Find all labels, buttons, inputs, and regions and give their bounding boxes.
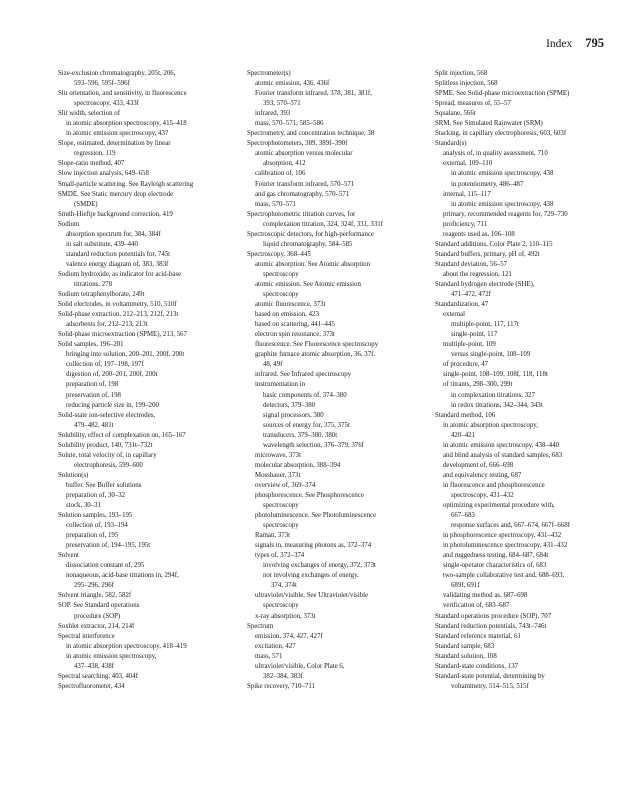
index-subentry: emission, 374, 427, 427f: [255, 632, 323, 640]
index-subentry: based on emission, 423: [255, 311, 319, 319]
index-entry: Smith-Hieftje background correction, 419: [58, 210, 173, 218]
index-subentry: photoluminescence. See Photoluminescence: [255, 512, 377, 520]
index-subentry: not involving exchanges of energy,: [263, 572, 359, 580]
index-subentry: 689f, 691f: [451, 582, 480, 590]
index-subentry: atomic absorption versus molecular: [255, 150, 353, 158]
index-subentry: collection of, 193–194: [66, 522, 128, 530]
index-entry: Soxhlet extractor, 214, 214f: [58, 622, 135, 630]
index-subentry: preparation of, 198: [66, 381, 119, 389]
index-subentry: types of, 372–374: [255, 552, 305, 560]
index-subentry: reducing particle size in, 199–200: [66, 401, 159, 409]
index-entry: Solution(s): [58, 471, 89, 479]
index-subentry: stock, 30–31: [66, 502, 101, 510]
index-entry: Sodium: [58, 220, 80, 228]
index-subentry: atomic absorption. See Atomic absorption: [255, 260, 370, 268]
index-subentry: 420–421: [451, 431, 475, 439]
index-subentry: internal, 115–117: [443, 190, 491, 198]
index-subentry: in photoluminescence spectroscopy, 431–432: [443, 542, 568, 550]
index-entry: Solid-state ion-selective electrodes,: [58, 411, 156, 419]
index-entry: Standard solution, 108: [435, 652, 497, 660]
index-subentry: spectroscopy: [263, 291, 299, 299]
index-subentry: preparation of, 195: [66, 532, 119, 540]
index-subentry: ultraviolet/visible. See Ultraviolet/visible: [255, 592, 369, 600]
index-entry: Spectrophotometers, 389, 389f–390f: [247, 140, 348, 148]
index-subentry: multiple-point, 117, 117t: [451, 321, 519, 329]
index-entry: Spectral interference: [58, 632, 115, 640]
index-entry: Spectral searching, 403, 404f: [58, 672, 139, 680]
index-entry: Solid samples, 196–201: [58, 341, 124, 349]
index-subentry: of titrants, 298–300, 299t: [443, 381, 513, 389]
index-entry: Standard-state conditions, 137: [435, 662, 519, 670]
index-subentry: ultraviolet/visible, Color Plate 6,: [255, 662, 345, 670]
index-entry: Slow injection analysis, 649–658: [58, 170, 149, 178]
index-subentry: collection of, 197–198, 197f: [66, 361, 144, 369]
index-column-3: [435, 69, 621, 692]
index-entry: SMDE. See Static mercury drop electrode: [58, 190, 174, 198]
index-subentry: single-point, 117: [451, 331, 498, 339]
index-subentry: 479–482, 481t: [74, 421, 114, 429]
index-subentry: voltammetry, 514–515, 515f: [451, 682, 529, 690]
index-subentry: in atomic emission spectroscopy, 438: [451, 200, 554, 208]
index-subentry: development of, 666–698: [443, 461, 514, 469]
index-subentry: atomic emission, 436, 436f: [255, 80, 330, 88]
index-subentry: validating method as, 687–698: [443, 592, 528, 600]
index-entry: Solubility, effect of complexation on, 165–167: [58, 431, 186, 439]
index-subentry: complexation titration, 324, 324f, 331, 331f: [263, 220, 383, 228]
index-subentry: 295–296, 296f: [74, 582, 114, 590]
index-subentry: preservation of, 194–195, 195t: [66, 542, 151, 550]
index-subentry: 374, 374t: [271, 582, 297, 590]
index-entry: Spread, measures of, 55–57: [435, 100, 511, 108]
index-subentry: transducers, 379–380, 380t: [263, 431, 338, 439]
index-entry: Standardization, 47: [435, 301, 489, 309]
index-subentry: signal processors, 380: [263, 411, 324, 419]
index-entry: Solute, total velocity of, in capillary: [58, 451, 157, 459]
index-subentry: 393, 570–571: [263, 100, 301, 108]
index-subentry: involving exchanges of energy, 372, 373t: [263, 562, 376, 570]
index-entry: Spectroscopy, 368–445: [247, 250, 311, 258]
index-subentry: procedure (SOP): [74, 612, 121, 620]
index-subentry: x-ray absorption, 373t: [255, 612, 316, 620]
index-entry: SPME. See Solid-phase microextraction (SPME): [435, 90, 570, 98]
index-entry: Solid electrodes, in voltammetry, 510, 510f: [58, 301, 177, 309]
index-subentry: two-sample collaborative test and, 688–693,: [443, 572, 565, 580]
index-subentry: 382–384, 383f: [263, 672, 303, 680]
index-subentry: valence energy diagram of, 383, 383f: [66, 260, 169, 268]
index-subentry: overview of, 369–374: [255, 481, 316, 489]
index-subentry: 471–472, 472f: [451, 291, 491, 299]
index-subentry: versus single-point, 108–109: [451, 351, 531, 359]
index-subentry: infrared. See Infrared spectroscopy: [255, 371, 352, 379]
index-subentry: and equivalency testing, 687: [443, 471, 522, 479]
index-entry: Slit orientation, and sensitivity, in fluorescence: [58, 90, 187, 98]
index-entry: Splitless injection, 568: [435, 80, 498, 88]
index-subentry: external: [443, 311, 466, 319]
index-subentry: regression, 119: [74, 150, 116, 158]
index-subentry: single-operator characteristics of, 683: [443, 562, 547, 570]
index-subentry: preparation of, 30–32: [66, 491, 126, 499]
index-column-1: [58, 69, 242, 692]
index-subentry: infrared, 393: [255, 110, 291, 118]
index-subentry: Mossbauer, 373t: [255, 471, 301, 479]
index-subentry: verification of, 683–687: [443, 602, 510, 610]
index-subentry: molecular absorption, 388–394: [255, 461, 341, 469]
index-subentry: (SMDE): [74, 200, 98, 208]
index-entry: Stacking, in capillary electrophoresis, 603, 603f: [435, 130, 567, 138]
index-subentry: in fluorescence and phosphorescence: [443, 481, 545, 489]
index-subentry: proficiency, 711: [443, 220, 488, 228]
index-subentry: titrations, 278: [74, 280, 113, 288]
index-subentry: spectroscopy, 431–432: [451, 491, 514, 499]
index-entry: Standard reference material, 61: [435, 632, 521, 640]
index-subentry: absorption, 412: [263, 160, 306, 168]
index-subentry: about the regression, 121: [443, 270, 512, 278]
index-entry: Spike recovery, 710–711: [247, 682, 315, 690]
index-entry: SOP. See Standard operations: [58, 602, 140, 610]
index-subentry: in phosphorescence spectroscopy, 431–432: [443, 532, 562, 540]
index-entry: Sodium tetraphenylborate, 249t: [58, 291, 145, 299]
index-subentry: multiple-point, 109: [443, 341, 496, 349]
index-subentry: single-point, 108–109, 108f, 118, 118t: [443, 371, 548, 379]
index-subentry: nonaqueous, acid-base titrations in, 294f,: [66, 572, 179, 580]
index-subentry: preservation of, 198: [66, 391, 121, 399]
index-subentry: microwave, 373t: [255, 451, 301, 459]
index-subentry: in atomic absorption spectroscopy, 415–418: [66, 120, 187, 128]
index-entry: SRM. See Simulated Rainwater (SRM): [435, 120, 543, 128]
index-subentry: based on scattering, 441–445: [255, 321, 335, 329]
index-entry: Solid-phase extraction, 212–213, 212f, 213t: [58, 311, 179, 319]
index-entry: Spectrophotometric titration curves, for: [247, 210, 356, 218]
index-subentry: detectors, 379–380: [263, 401, 316, 409]
index-subentry: excitation, 427: [255, 642, 296, 650]
index-subentry: digestion of, 200–201, 200f, 200t: [66, 371, 158, 379]
index-entry: Sodium hydroxide, as indicator for acid-base: [58, 270, 182, 278]
index-subentry: in atomic emission spectroscopy, 438: [451, 170, 554, 178]
index-subentry: and ruggedness testing, 684–687, 684t: [443, 552, 549, 560]
index-subentry: dissociation constant of, 295: [66, 562, 145, 570]
index-entry: Small-particle scattering. See Rayleigh scattering: [58, 180, 194, 188]
index-entry: Spectroscopic detectors, for high-performance: [247, 230, 374, 238]
index-subentry: Fourier transform infrared, 570–571: [255, 180, 355, 188]
index-subentry: sources of energy for, 375, 375t: [263, 421, 350, 429]
index-subentry: optimizing experimental procedure with,: [443, 502, 555, 510]
index-entry: Solubility product, 140, 731t–732t: [58, 441, 153, 449]
index-entry: Slope, estimated, determination by linear: [58, 140, 171, 148]
index-subentry: graphite furnace atomic absorption, 36, 37f,: [255, 351, 376, 359]
index-subentry: spectroscopy: [263, 602, 299, 610]
index-subentry: buffer. See Buffer solutions: [66, 481, 142, 489]
index-entry: Slope-ratio method, 407: [58, 160, 125, 168]
index-subentry: instrumentation in: [255, 381, 305, 389]
index-subentry: in atomic emission spectroscopy, 438–440: [443, 441, 560, 449]
index-subentry: external, 109–110: [443, 160, 493, 168]
index-entry: Standard(s): [435, 140, 467, 148]
index-entry: Standard hydrogen electrode (SHE),: [435, 280, 535, 288]
index-entry: Solution samples, 193–195: [58, 512, 133, 520]
index-entry: Solid-phase microextraction (SPME), 213, 567: [58, 331, 187, 339]
index-subentry: in atomic emission spectroscopy,: [66, 652, 157, 660]
index-entry: Standard reduction potentials, 743t–746t: [435, 622, 547, 630]
index-subentry: 437–438, 438f: [74, 662, 114, 670]
index-subentry: basic components of, 374–380: [263, 391, 347, 399]
index-entry: Slit width, selection of: [58, 110, 120, 118]
index-subentry: mass, 571: [255, 652, 283, 660]
index-subentry: spectroscopy: [263, 522, 299, 530]
index-subentry: adsorbents for, 212–213, 213t: [66, 321, 148, 329]
index-subentry: absorption spectrum for, 384, 384f: [66, 230, 161, 238]
index-subentry: and gas chromatography, 570–571: [255, 190, 350, 198]
index-subentry: in salt substitute, 439–440: [66, 240, 138, 248]
index-entry: Spectrometer(s): [247, 70, 291, 77]
index-subentry: phosphorescence. See Phosphorescence: [255, 491, 364, 499]
index-entry: Standard additions, Color Plate 2, 110–115: [435, 240, 553, 248]
index-subentry: atomic fluorescence, 373t: [255, 301, 326, 309]
index-entry: Spectrum: [247, 622, 274, 630]
index-entry: Size-exclusion chromatography, 205t, 206,: [58, 70, 176, 77]
index-subentry: Raman, 373t: [255, 532, 290, 540]
index-entry: Solvent triangle, 582, 582f: [58, 592, 132, 600]
index-subentry: spectroscopy: [263, 502, 299, 510]
index-subentry: fluorescence. See Fluorescence spectroscopy: [255, 341, 379, 349]
index-subentry: mass, 570–571: [255, 200, 297, 208]
running-head: Index: [546, 38, 573, 50]
index-subentry: analysis of, in quality assessment, 710: [443, 150, 548, 158]
index-entry: Standard operations procedure (SOP), 707: [435, 612, 552, 620]
index-entry: Standard-state potential, determining by: [435, 672, 545, 680]
index-subentry: standard reduction potentials for, 745t: [66, 250, 171, 258]
index-subentry: signals in, measuring photons as, 372–374: [255, 542, 372, 550]
index-subentry: in potentiometry, 486–487: [451, 180, 524, 188]
index-entry: Standard method, 106: [435, 411, 496, 419]
index-subentry: 667–683: [451, 512, 475, 520]
index-entry: Solvent: [58, 552, 79, 560]
index-subentry: calibration of, 106: [255, 170, 306, 178]
index-subentry: in redox titrations, 342–344, 343t: [451, 401, 543, 409]
index-subentry: in atomic absorption spectroscopy, 418–419: [66, 642, 187, 650]
index-subentry: 593–596, 595f–596f: [74, 80, 130, 88]
index-subentry: mass, 570–571, 585–586: [255, 120, 324, 128]
index-subentry: in atomic absorption spectroscopy,: [443, 421, 538, 429]
index-subentry: wavelength selection, 376–379, 376f: [263, 441, 364, 449]
index-subentry: in complexation titrations, 327: [451, 391, 536, 399]
index-entry: Standard deviation, 56–57: [435, 260, 508, 268]
index-subentry: atomic emission. See Atomic emission: [255, 280, 361, 288]
index-subentry: response surfaces and, 667–674, 667f–668f: [451, 522, 570, 530]
index-subentry: of procedure, 47: [443, 361, 489, 369]
index-column-2: [247, 69, 431, 692]
index-subentry: in atomic emission spectroscopy, 437: [66, 130, 169, 138]
index-subentry: and blind analysis of standard samples, 683: [443, 451, 563, 459]
index-subentry: spectroscopy: [263, 270, 299, 278]
index-entry: Spectrofluorometer, 434: [58, 682, 125, 690]
index-subentry: primary, recommended reagents for, 729–730: [443, 210, 568, 218]
page-number: 795: [585, 36, 604, 50]
index-subentry: electron spin resonance, 373t: [255, 331, 335, 339]
index-subentry: bringing into solution, 200–201, 200f, 200t: [66, 351, 185, 359]
index-subentry: reagents used as, 106–108: [443, 230, 515, 238]
index-subentry: Fourier transform infrared, 378, 381, 381f,: [255, 90, 372, 98]
index-entry: Standard buffers, primary, pH of, 492t: [435, 250, 540, 258]
index-subentry: spectroscopy, 433, 433f: [74, 100, 139, 108]
index-subentry: liquid chromatography, 584–585: [263, 240, 353, 248]
index-entry: Standard sample, 683: [435, 642, 495, 650]
page-header: [546, 36, 604, 51]
index-entry: Squalane, 566t: [435, 110, 476, 118]
index-entry: Spectrometry, and concentration technique, 38: [247, 130, 375, 138]
index-subentry: electrophoresis, 599–600: [74, 461, 143, 469]
index-subentry: 48, 49f: [263, 361, 283, 369]
index-entry: Split injection, 568: [435, 70, 488, 77]
